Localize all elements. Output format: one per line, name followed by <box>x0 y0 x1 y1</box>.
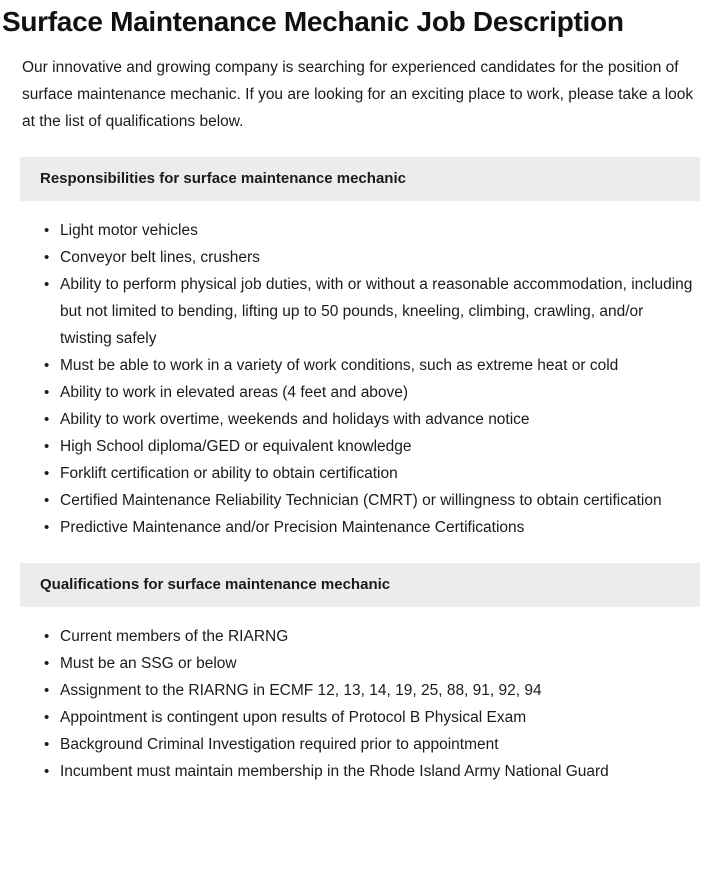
section-header-responsibilities <box>20 157 700 201</box>
list-item: • Predictive Maintenance and/or Precision Maintenance Certifications <box>60 514 698 541</box>
list-item: • Ability to work overtime, weekends and holidays with advance notice <box>60 406 698 433</box>
list-item: • Incumbent must maintain membership in the Rhode Island Army National Guard <box>60 758 698 785</box>
list-item: • Current members of the RIARNG <box>60 623 698 650</box>
section-responsibilities <box>0 157 720 541</box>
list-item: • Assignment to the RIARNG in ECMF 12, 13, 14, 19, 25, 88, 91, 92, 94 <box>60 677 698 704</box>
section-qualifications <box>0 563 720 785</box>
section-header-qualifications <box>20 563 700 607</box>
qualifications-list <box>0 623 720 785</box>
intro-paragraph: Our innovative and growing company is searching for experienced candidates for the position of surface maintenance mechanic. If you are looking for an exciting place to work, please take a look at the list of qualifications below. <box>22 59 694 130</box>
list-item: • Conveyor belt lines, crushers <box>60 244 698 271</box>
list-item: • Ability to perform physical job duties, with or without a reasonable accommodation, including but not limited to bending, lifting up to 50 pounds, kneeling, climbing, crawling, and/or twisting safely <box>60 271 698 352</box>
list-item: • Must be able to work in a variety of work conditions, such as extreme heat or cold <box>60 352 698 379</box>
list-item: • Appointment is contingent upon results of Protocol B Physical Exam <box>60 704 698 731</box>
list-item: • Certified Maintenance Reliability Technician (CMRT) or willingness to obtain certification <box>60 487 698 514</box>
list-item: • Ability to work in elevated areas (4 feet and above) <box>60 379 698 406</box>
list-item: • Light motor vehicles <box>60 217 698 244</box>
page-title: Surface Maintenance Mechanic Job Description <box>2 6 624 37</box>
list-item: • Background Criminal Investigation required prior to appointment <box>60 731 698 758</box>
list-item: • Must be an SSG or below <box>60 650 698 677</box>
section-header-label: Responsibilities for surface maintenance mechanic <box>40 170 406 187</box>
list-item: • High School diploma/GED or equivalent knowledge <box>60 433 698 460</box>
section-header-label: Qualifications for surface maintenance mechanic <box>40 576 391 593</box>
list-item: • Forklift certification or ability to obtain certification <box>60 460 698 487</box>
responsibilities-list <box>0 217 720 541</box>
